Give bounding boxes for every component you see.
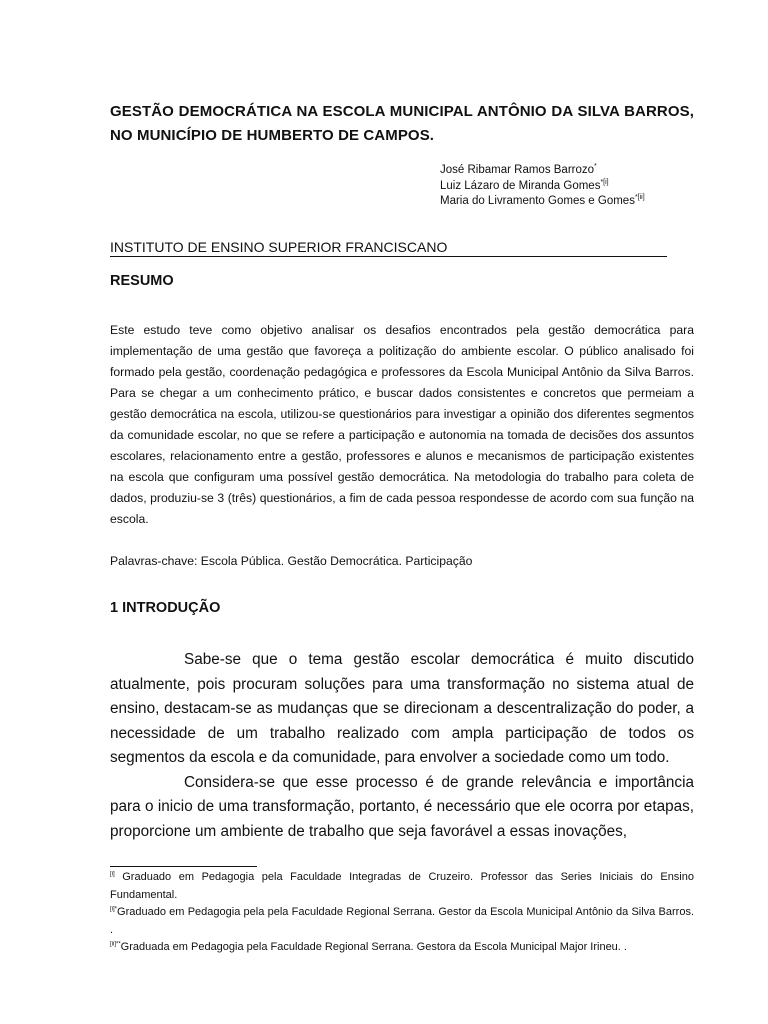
author-mark: *	[594, 163, 597, 171]
author-name: Maria do Livramento Gomes e Gomes	[440, 195, 635, 207]
footnote-separator	[110, 866, 257, 867]
section-heading-introduction: 1 INTRODUÇÃO	[110, 600, 221, 616]
author-name: José Ribamar Ramos Barrozo	[440, 164, 595, 176]
footnotes	[110, 869, 694, 957]
paper-title: GESTÃO DEMOCRÁTICA NA ESCOLA MUNICIPAL ANTÔNIO DA SILVA BARROS, NO MUNICÍPIO DE HUMBERTO DE CAMPOS.	[110, 103, 694, 144]
author-mark: *[ii]	[634, 194, 645, 202]
body-paragraph: Sabe-se que o tema gestão escolar democrática é muito discutido atualmente, pois procuram soluções para uma transformação no sistema atual de ensino, destacam-se as mudanças que se direcionam a descentralização do poder, a necessidade de um trabalho realizado com ampla participação de todos os segmentos da escola e da comunidade, para envolver a sociedade como um todo.	[110, 651, 694, 766]
body-paragraph: Considera-se que esse processo é de grande relevância e importância para o inicio de uma transformação, portanto, é necessário que ele ocorra por etapas, proporcione um ambiente de trabalho que seja favorável a essas inovações,	[110, 773, 694, 840]
footnote-text: Graduada em Pedagogia pela Faculdade Regional Serrana. Gestora da Escola Municipal Major Irineu. .	[120, 941, 627, 953]
footnote-text: Graduado em Pedagogia pela Faculdade Integradas de Cruzeiro. Professor das Series Iniciais do Ensino Fundamental.	[110, 871, 694, 901]
footnote	[110, 904, 694, 939]
footnote	[110, 939, 694, 957]
author-line	[440, 194, 740, 210]
author-line	[440, 179, 740, 195]
footnote-mark: [i]*	[110, 906, 118, 913]
author-mark: *[i]	[600, 178, 609, 186]
author-name: Luiz Lázaro de Miranda Gomes	[440, 179, 601, 192]
introduction-body	[110, 648, 694, 844]
author-list	[440, 163, 740, 210]
abstract-heading: RESUMO	[110, 273, 174, 289]
footnote-text: Graduado em Pedagogia pela pela Faculdade Regional Serrana. Gestor da Escola Municipal Antônio da Silva Barros. .	[110, 906, 694, 936]
keywords-line: Palavras-chave: Escola Pública. Gestão Democrática. Participação	[110, 554, 473, 568]
footnote-mark: [ii]**	[110, 941, 121, 948]
footnote-mark: [i]	[110, 871, 115, 878]
institute-name: INSTITUTO DE ENSINO SUPERIOR FRANCISCANO	[110, 238, 667, 257]
footnote	[110, 869, 694, 904]
abstract-text: Este estudo teve como objetivo analisar os desafios encontrados pela gestão democrática para implementação de uma gestão que favoreça a politização do ambiente escolar. O público analisado foi formado pela gestão, coordenação pedagógica e professores da Escola Municipal Antônio da Silva Barros. Para se chegar a um conhecimento prático, e buscar dados consistentes e concretos que permeiam a gestão democrática na escola, utilizou-se questionários para investigar a opinião dos diferentes segmentos da comunidade escolar, no que se refere a participação e autonomia na tomada de decisões dos assuntos escolares, relacionamento entre a gestão, professores e alunos e mecanismos de participação existentes na escola que configuram uma possível gestão democrática. Na metodologia do trabalho para coleta de dados, produziu-se 3 (três) questionários, a fim de cada pessoa respondesse de acordo com sua função na escola.	[110, 323, 694, 526]
author-line	[440, 163, 740, 179]
